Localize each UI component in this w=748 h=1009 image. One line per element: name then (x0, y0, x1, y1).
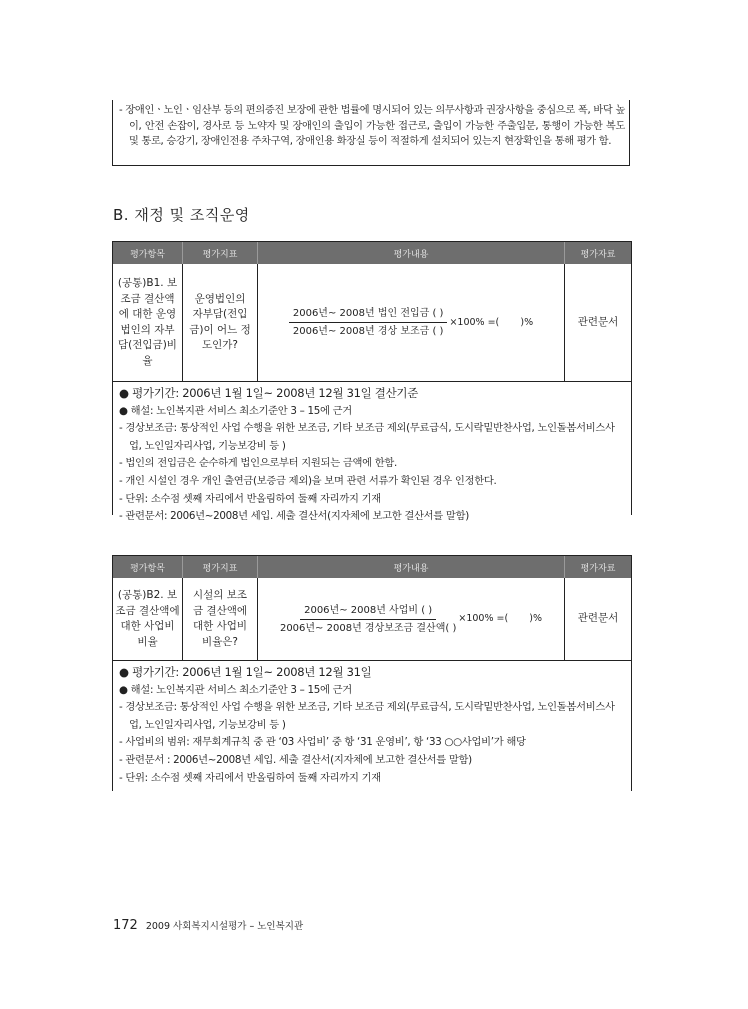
evaluation-table-b1 (112, 241, 632, 523)
indicator-cell (183, 578, 258, 660)
material-text: 관련문서 (577, 315, 619, 328)
header-item: 평가항목 (113, 242, 183, 264)
header-content: 평가내용 (258, 242, 565, 264)
section-title: B. 재정 및 조직운영 (113, 206, 250, 224)
formula (280, 604, 542, 635)
item-cell (113, 578, 183, 660)
header-indicator: 평가지표 (183, 242, 258, 264)
numerator: 2006년~ 2008년 법인 전입금 ( ) (289, 307, 448, 323)
formula (289, 307, 533, 338)
notes (113, 382, 631, 526)
top-note-text: - 장애인ㆍ노인ㆍ임산부 등의 편의증진 보장에 관한 법률에 명시되어 있는 의무사항과 권장사항을 중심으로 폭, 바닥 높이, 안전 손잡이, 경사로 등 노약자 및 장애인의 출입이 가능한 접근로, 출입이 가능한 주출입문, 통행이 가능한 복도 및 통로, 승강기, 장애인전용 주차구역, 장애인용 화장실 등이 적절하게 설치되어 있는지 현장확인을 통해 평가 함. (119, 105, 625, 148)
formula-cell (258, 578, 565, 660)
evaluation-table-b2 (112, 555, 632, 791)
note-line: - 경상보조금: 통상적인 사업 수행을 위한 보조금, 기타 보조금 제외(무료급식, 도시락밑반찬사업, 노인돌봄서비스사업, 노인일자리사업, 기능보강비 등 ) (119, 422, 615, 452)
table-header (113, 242, 631, 264)
table-row (113, 264, 631, 382)
footer-title: 2009 사회복지시설평가 – 노인복지관 (145, 921, 304, 932)
note-line: - 사업비의 범위: 재무회계규칙 중 관 ‘03 사업비’ 중 항 ‘31 운영비’, 항 ‘33 ○○사업비’가 해당 (119, 736, 526, 749)
table-row (113, 578, 631, 661)
item-text: (공통)B2. 보조금 결산액에 대한 사업비 비율 (115, 589, 180, 648)
material-text: 관련문서 (577, 612, 619, 625)
fraction (280, 604, 456, 635)
numerator: 2006년~ 2008년 사업비 ( ) (300, 604, 436, 620)
header-item: 평가항목 (113, 556, 183, 578)
note-line: ● 평가기간: 2006년 1월 1일~ 2008년 12월 31일 (119, 665, 372, 679)
material-cell (565, 264, 631, 381)
note-line: ● 해설: 노인복지관 서비스 최소기준안 3 – 15에 근거 (119, 404, 352, 417)
note-line: ● 평가기간: 2006년 1월 1일~ 2008년 12월 31일 결산기준 (119, 386, 419, 400)
note-line: - 경상보조금: 통상적인 사업 수행을 위한 보조금, 기타 보조금 제외(무료급식, 도시락밑반찬사업, 노인돌봄서비스사업, 노인일자리사업, 기능보강비 등 ) (119, 701, 615, 731)
note-line: - 관련문서 : 2006년~2008년 세입. 세출 결산서(지자체에 보고한 결산서를 말함) (119, 753, 472, 766)
note-line: - 개인 시설인 경우 개인 출연금(보증금 제외)을 보며 관련 서류가 확인된 경우 인정한다. (119, 474, 497, 487)
header-material: 평가자료 (580, 563, 616, 574)
note-line: ● 해설: 노인복지관 서비스 최소기준안 3 – 15에 근거 (119, 683, 352, 696)
header-content: 평가내용 (258, 556, 565, 578)
page-footer (113, 918, 303, 933)
multiplier: ×100% =( )% (458, 613, 543, 625)
note-line: - 단위: 소수점 셋째 자리에서 반올림하여 둘째 자리까지 기재 (119, 771, 381, 784)
multiplier: ×100% =( )% (449, 316, 534, 328)
header-indicator: 평가지표 (183, 556, 258, 578)
denominator: 2006년~ 2008년 경상보조금 결산액( ) (279, 622, 457, 634)
header-material: 평가자료 (580, 249, 616, 260)
indicator-cell (183, 264, 258, 381)
table-header (113, 556, 631, 578)
note-line: - 법인의 전입금은 순수하게 법인으로부터 지원되는 금액에 한함. (119, 457, 398, 470)
fraction (289, 307, 448, 338)
page-number: 172 (113, 918, 138, 933)
material-cell (565, 578, 631, 660)
notes (113, 661, 631, 787)
note-line: - 관련문서: 2006년~2008년 세입. 세출 결산서(지자체에 보고한 결산서를 말함) (119, 510, 469, 523)
indicator-text: 시설의 보조금 결산액에 대한 사업비 비율은? (192, 589, 248, 648)
formula-cell (258, 264, 565, 381)
top-note-box (112, 100, 630, 166)
item-cell (113, 264, 183, 381)
indicator-text: 운영법인의 자부담(전입금)이 어느 정도인가? (189, 292, 251, 351)
item-text: (공통)B1. 보조금 결산액에 대한 운영법인의 자부담(전입금)비율 (117, 277, 178, 367)
note-line: - 단위: 소수점 셋째 자리에서 반올림하여 둘째 자리까지 기재 (119, 492, 381, 505)
denominator: 2006년~ 2008년 경상 보조금 ( ) (292, 326, 444, 337)
